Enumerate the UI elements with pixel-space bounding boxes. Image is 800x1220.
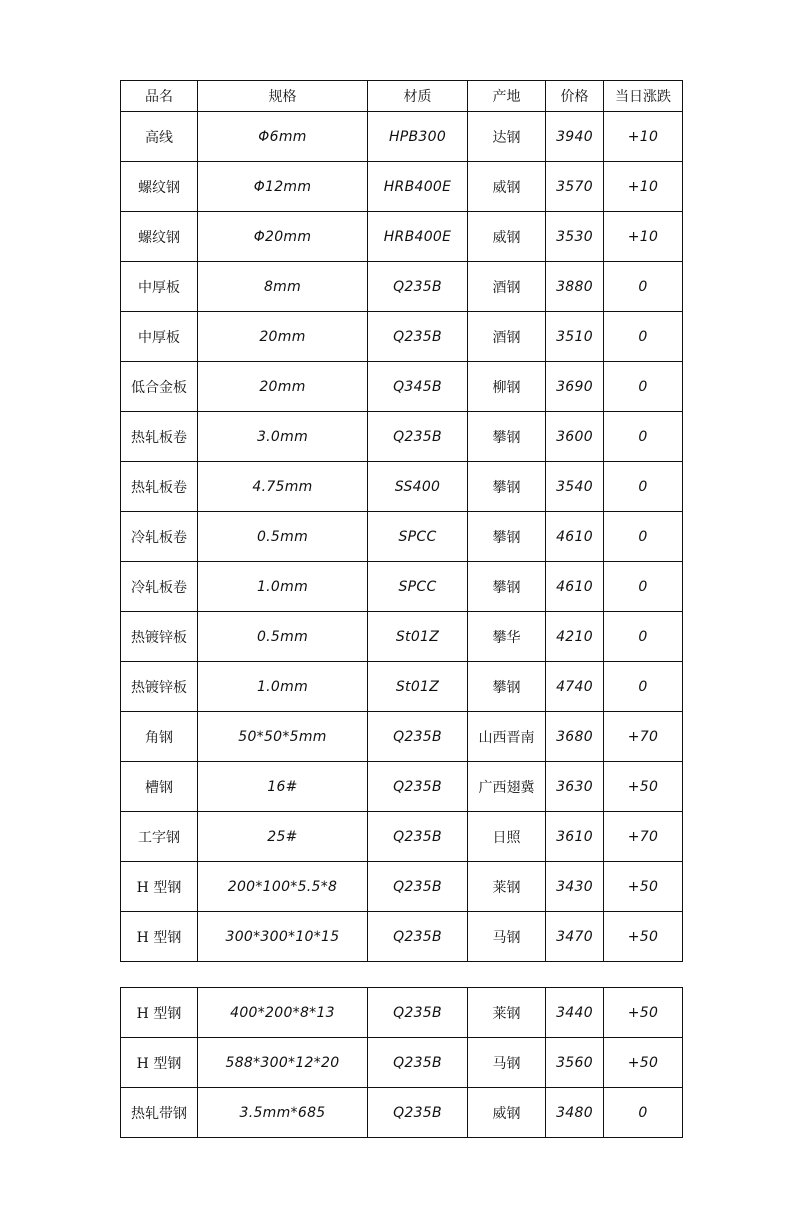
cell-daily-change: 0 [604,1088,683,1138]
cell-price: 4210 [546,612,604,662]
cell-spec: 20mm [198,312,368,362]
cell-daily-change: +70 [604,712,683,762]
cell-origin: 攀钢 [468,662,546,712]
table-row [121,712,683,762]
cell-product-name: 热镀锌板 [121,612,198,662]
cell-product-name: 热轧板卷 [121,462,198,512]
header-daily-change: 当日涨跌 [604,81,683,112]
cell-spec: 16# [198,762,368,812]
cell-daily-change: +10 [604,162,683,212]
table-row [121,862,683,912]
cell-daily-change: 0 [604,562,683,612]
cell-product-name: 高线 [121,112,198,162]
cell-price: 3570 [546,162,604,212]
table-row [121,412,683,462]
cell-spec: 3.5mm*685 [198,1088,368,1138]
cell-daily-change: +50 [604,762,683,812]
cell-origin: 马钢 [468,912,546,962]
cell-product-name: 冷轧板卷 [121,512,198,562]
cell-origin: 酒钢 [468,262,546,312]
header-spec: 规格 [198,81,368,112]
cell-material: Q235B [368,988,468,1038]
cell-product-name: 工字钢 [121,812,198,862]
steel-price-table [120,80,683,962]
cell-spec: 400*200*8*13 [198,988,368,1038]
cell-spec: Φ12mm [198,162,368,212]
table-row [121,312,683,362]
header-origin: 产地 [468,81,546,112]
cell-material: Q235B [368,1038,468,1088]
cell-origin: 酒钢 [468,312,546,362]
cell-price: 3600 [546,412,604,462]
cell-material: St01Z [368,612,468,662]
cell-material: SPCC [368,512,468,562]
cell-price: 3680 [546,712,604,762]
cell-daily-change: +50 [604,912,683,962]
cell-price: 3540 [546,462,604,512]
cell-spec: 20mm [198,362,368,412]
table-row [121,912,683,962]
cell-product-name: H 型钢 [121,988,198,1038]
cell-material: Q235B [368,862,468,912]
cell-price: 3530 [546,212,604,262]
cell-product-name: 螺纹钢 [121,162,198,212]
cell-spec: 300*300*10*15 [198,912,368,962]
cell-spec: 8mm [198,262,368,312]
cell-spec: 50*50*5mm [198,712,368,762]
cell-material: Q235B [368,762,468,812]
steel-price-table-body [121,81,683,962]
table-row [121,462,683,512]
table-row [121,162,683,212]
cell-price: 4610 [546,512,604,562]
table-row [121,988,683,1038]
cell-origin: 威钢 [468,162,546,212]
cell-daily-change: +50 [604,1038,683,1088]
cell-daily-change: 0 [604,662,683,712]
cell-origin: 攀华 [468,612,546,662]
cell-spec: Φ6mm [198,112,368,162]
cell-origin: 攀钢 [468,512,546,562]
table-row [121,362,683,412]
cell-product-name: 热轧带钢 [121,1088,198,1138]
cell-origin: 马钢 [468,1038,546,1088]
cell-material: Q235B [368,712,468,762]
cell-product-name: 中厚板 [121,262,198,312]
table-row [121,812,683,862]
header-product-name: 品名 [121,81,198,112]
cell-daily-change: +70 [604,812,683,862]
cell-price: 3430 [546,862,604,912]
cell-price: 4610 [546,562,604,612]
cell-spec: 1.0mm [198,662,368,712]
cell-material: HRB400E [368,212,468,262]
cell-daily-change: +10 [604,212,683,262]
cell-price: 3440 [546,988,604,1038]
cell-material: HPB300 [368,112,468,162]
cell-origin: 达钢 [468,112,546,162]
cell-product-name: 热轧板卷 [121,412,198,462]
cell-price: 4740 [546,662,604,712]
table-header-row [121,81,683,112]
cell-material: Q235B [368,1088,468,1138]
cell-spec: 0.5mm [198,612,368,662]
cell-material: Q235B [368,412,468,462]
cell-origin: 攀钢 [468,562,546,612]
cell-product-name: 螺纹钢 [121,212,198,262]
cell-origin: 日照 [468,812,546,862]
cell-product-name: H 型钢 [121,862,198,912]
table-row [121,562,683,612]
cell-origin: 柳钢 [468,362,546,412]
cell-product-name: 冷轧板卷 [121,562,198,612]
cell-origin: 莱钢 [468,988,546,1038]
cell-material: Q235B [368,812,468,862]
cell-material: HRB400E [368,162,468,212]
cell-material: Q235B [368,262,468,312]
cell-price: 3630 [546,762,604,812]
cell-price: 3470 [546,912,604,962]
cell-origin: 攀钢 [468,462,546,512]
table-row [121,762,683,812]
cell-price: 3510 [546,312,604,362]
cell-spec: 25# [198,812,368,862]
cell-material: SPCC [368,562,468,612]
cell-origin: 山西晋南 [468,712,546,762]
cell-price: 3480 [546,1088,604,1138]
header-material: 材质 [368,81,468,112]
cell-daily-change: 0 [604,312,683,362]
table-row [121,1088,683,1138]
cell-material: Q345B [368,362,468,412]
cell-spec: 1.0mm [198,562,368,612]
cell-material: SS400 [368,462,468,512]
cell-daily-change: +50 [604,988,683,1038]
cell-daily-change: +10 [604,112,683,162]
cell-product-name: H 型钢 [121,1038,198,1088]
cell-spec: Φ20mm [198,212,368,262]
cell-spec: 4.75mm [198,462,368,512]
cell-daily-change: 0 [604,262,683,312]
steel-price-table-continued [120,987,683,1138]
cell-origin: 攀钢 [468,412,546,462]
cell-daily-change: 0 [604,462,683,512]
cell-spec: 588*300*12*20 [198,1038,368,1088]
cell-origin: 威钢 [468,1088,546,1138]
cell-product-name: 槽钢 [121,762,198,812]
cell-daily-change: +50 [604,862,683,912]
cell-price: 3940 [546,112,604,162]
cell-daily-change: 0 [604,612,683,662]
table-row [121,662,683,712]
cell-daily-change: 0 [604,512,683,562]
cell-price: 3610 [546,812,604,862]
steel-price-table-continued-body [121,988,683,1138]
cell-daily-change: 0 [604,362,683,412]
header-price: 价格 [546,81,604,112]
cell-origin: 广西翅冀 [468,762,546,812]
cell-product-name: 低合金板 [121,362,198,412]
cell-spec: 3.0mm [198,412,368,462]
table-row [121,512,683,562]
cell-price: 3880 [546,262,604,312]
cell-product-name: 中厚板 [121,312,198,362]
cell-price: 3690 [546,362,604,412]
cell-product-name: 热镀锌板 [121,662,198,712]
cell-material: Q235B [368,912,468,962]
cell-material: St01Z [368,662,468,712]
cell-spec: 200*100*5.5*8 [198,862,368,912]
cell-spec: 0.5mm [198,512,368,562]
cell-price: 3560 [546,1038,604,1088]
cell-origin: 威钢 [468,212,546,262]
table-row [121,112,683,162]
cell-origin: 莱钢 [468,862,546,912]
cell-product-name: H 型钢 [121,912,198,962]
cell-material: Q235B [368,312,468,362]
cell-daily-change: 0 [604,412,683,462]
table-row [121,612,683,662]
table-row [121,1038,683,1088]
cell-product-name: 角钢 [121,712,198,762]
table-row [121,262,683,312]
table-row [121,212,683,262]
